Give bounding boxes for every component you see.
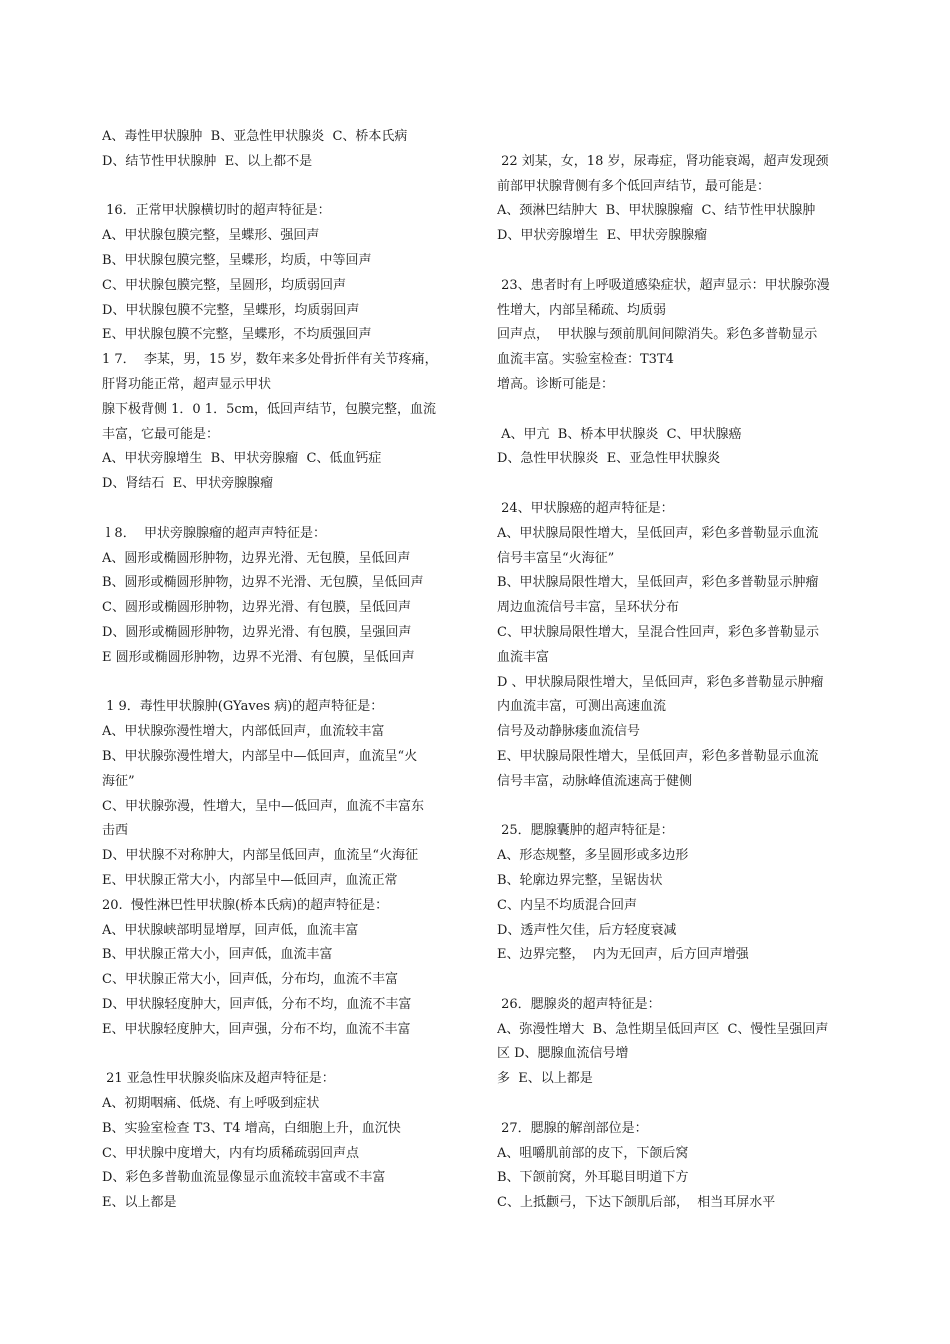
text-line: 信号丰富呈“火海征”: [497, 550, 615, 566]
blank-line: [497, 125, 865, 150]
text-line: 前部甲状腺背侧有多个低回声结节，最可能是：: [497, 178, 771, 194]
text-line: C、甲状腺正常大小，回声低，分布均，血流不丰富: [102, 972, 398, 988]
text-line: B、甲状腺局限性增大，呈低回声，彩色多普勒显示肿瘤: [497, 575, 819, 591]
text-line: 16．正常甲状腺横切时的超声特征是：: [102, 203, 331, 219]
blank-line: [497, 472, 865, 497]
text-line: 22 刘某，女，18 岁，尿毒症，肾功能衰竭，超声发现颈: [497, 153, 829, 169]
right-column: [497, 125, 865, 1216]
text-line: 周边血流信号丰富，呈环状分布: [497, 600, 680, 616]
text-line: A、甲状腺弥漫性增大，内部低回声，血流较丰富: [102, 724, 385, 740]
text-line: 24、甲状腺癌的超声特征是：: [497, 500, 674, 516]
text-line: 26．腮腺炎的超声特征是：: [497, 996, 661, 1012]
text-line: 区 D、腮腺血流信号增: [497, 1046, 629, 1062]
left-column: [102, 125, 470, 1216]
text-line: B、甲状腺弥漫性增大，内部呈中—低回声，血流呈“火: [102, 748, 418, 764]
blank-line: [497, 968, 865, 993]
text-line: 1 9．毒性甲状腺肿(GYaves 病)的超声特征是：: [102, 699, 384, 715]
text-line: A、甲状旁腺增生 B、甲状旁腺瘤 C、低血钙症: [102, 451, 382, 467]
text-line: C、甲状腺中度增大，内有均质稀疏弱回声点: [102, 1145, 359, 1161]
text-line: C、上抵颧弓，下达下颌肌后部， 相当耳屏水平: [497, 1195, 776, 1211]
text-line: D、圆形或椭圆形肿物，边界光滑、有包膜，呈强回声: [102, 624, 412, 640]
text-line: D、彩色多普勒血流显像显示血流较丰富或不丰富: [102, 1170, 386, 1186]
text-line: 性增大，内部呈稀疏、均质弱: [497, 302, 667, 318]
text-line: D 、甲状腺局限性增大，呈低回声，彩色多普勒显示肿瘤: [497, 674, 824, 690]
text-line: 增高。诊断可能是：: [497, 376, 615, 392]
text-line: 25．腮腺囊肿的超声特征是：: [497, 823, 674, 839]
blank-line: [497, 795, 865, 820]
blank-line: [497, 1092, 865, 1117]
text-line: B、实验室检查 T3、T4 增高，白细胞上升，血沉快: [102, 1120, 401, 1136]
blank-line: [102, 1042, 470, 1067]
blank-line: [497, 249, 865, 274]
text-line: D、甲状腺不对称肿大，内部呈低回声，血流呈“火海征: [102, 848, 419, 864]
text-line: A、圆形或椭圆形肿物，边界光滑、无包膜，呈低回声: [102, 550, 411, 566]
text-line: 击西: [102, 823, 129, 839]
blank-line: [497, 398, 865, 423]
text-line: C、甲状腺包膜完整，呈圆形，均质弱回声: [102, 277, 346, 293]
text-line: A、颈淋巴结肿大 B、甲状腺腺瘤 C、结节性甲状腺肿: [497, 203, 816, 219]
text-line: 回声点， 甲状腺与颈前肌间间隙消失。彩色多普勒显示: [497, 327, 818, 343]
text-line: D、甲状腺轻度肿大，回声低，分布不均，血流不丰富: [102, 996, 412, 1012]
text-line: B、圆形或椭圆形肿物，边界不光滑、无包膜，呈低回声: [102, 575, 424, 591]
text-line: B、甲状腺包膜完整，呈蝶形，均质，中等回声: [102, 252, 372, 268]
text-line: A、甲状腺峡部明显增厚，回声低，血流丰富: [102, 922, 359, 938]
text-line: C、甲状腺弥漫，性增大，呈中—低回声，血流不丰富东: [102, 798, 424, 814]
text-line: D、透声性欠佳，后方轻度衰减: [497, 922, 677, 938]
text-line: 海征”: [102, 773, 135, 789]
text-line: 腺下极背侧 1．0 1．5cm，低回声结节，包膜完整，血流: [102, 401, 436, 417]
text-line: 1 7． 李某，男，15 岁，数年来多处骨折伴有关节疼痛，: [102, 352, 438, 368]
text-line: A、毒性甲状腺肿 B、亚急性甲状腺炎 C、桥本氏病: [102, 129, 408, 144]
text-line: C、内呈不均质混合回声: [497, 897, 637, 913]
text-line: A、初期咽痛、低烧、有上呼吸到症状: [102, 1096, 320, 1112]
text-line: E、甲状腺局限性增大，呈低回声，彩色多普勒显示血流: [497, 748, 819, 764]
text-line: A、甲状腺包膜完整，呈蝶形、强回声: [102, 228, 320, 244]
text-line: C、甲状腺局限性增大，呈混合性回声，彩色多普勒显示: [497, 624, 819, 640]
text-line: E、甲状腺正常大小，内部呈中—低回声，血流正常: [102, 872, 398, 888]
text-line: l 8． 甲状旁腺腺瘤的超声声特征是：: [102, 525, 326, 541]
text-line: 血流丰富。实验室检查：T3T4: [497, 352, 674, 368]
text-line: D、肾结石 E、甲状旁腺腺瘤: [102, 476, 274, 492]
text-line: D、甲状腺包膜不完整，呈蝶形，均质弱回声: [102, 302, 360, 318]
text-line: 内血流丰富，可测出高速血流: [497, 699, 667, 715]
text-line: E、以上都是: [102, 1195, 177, 1211]
text-line: D、甲状旁腺增生 E、甲状旁腺腺瘤: [497, 228, 708, 244]
blank-line: [102, 175, 470, 200]
text-line: 27．腮腺的解剖部位是：: [497, 1120, 648, 1136]
text-line: 丰富，它最可能是：: [102, 426, 220, 442]
text-line: B、下颌前窝，外耳聪目明道下方: [497, 1170, 689, 1186]
blank-line: [102, 497, 470, 522]
text-line: E、甲状腺包膜不完整，呈蝶形，不均质强回声: [102, 327, 372, 343]
text-line: A、咀嚼肌前部的皮下，下颌后窝: [497, 1145, 689, 1161]
text-line: E、甲状腺轻度肿大，回声强，分布不均，血流不丰富: [102, 1021, 411, 1037]
text-line: 肝肾功能正常，超声显示甲状: [102, 376, 272, 392]
text-line: A、弥漫性增大 B、急性期呈低回声区 C、慢性呈强回声: [497, 1021, 829, 1037]
text-line: E 圆形或椭圆形肿物，边界不光滑、有包膜，呈低回声: [102, 649, 415, 665]
text-line: B、甲状腺正常大小，回声低，血流丰富: [102, 947, 333, 963]
text-line: 信号及动静脉瘘血流信号: [497, 724, 641, 740]
text-line: D、急性甲状腺炎 E、亚急性甲状腺炎: [497, 451, 721, 467]
text-line: E、边界完整， 内为无回声，后方回声增强: [497, 947, 749, 963]
text-line: 20. 慢性淋巴性甲状腺(桥本氏病)的超声特征是：: [102, 897, 389, 913]
text-line: A、形态规整，多呈圆形或多边形: [497, 848, 689, 864]
text-line: 多 E、以上都是: [497, 1071, 593, 1087]
text-line: 信号丰富，动脉峰值流速高于健侧: [497, 773, 693, 789]
text-line: A、甲亢 B、桥本甲状腺炎 C、甲状腺癌: [497, 426, 742, 442]
text-line: A、甲状腺局限性增大，呈低回声，彩色多普勒显示血流: [497, 525, 819, 541]
text-line: C、圆形或椭圆形肿物，边界光滑、有包膜，呈低回声: [102, 600, 411, 616]
text-line: 23、患者时有上呼吸道感染症状，超声显示：甲状腺弥漫: [497, 277, 830, 293]
text-line: 21 亚急性甲状腺炎临床及超声特征是：: [102, 1071, 335, 1087]
text-line: D、结节性甲状腺肿 E、以上都不是: [102, 153, 313, 169]
text-line: B、轮廓边界完整，呈锯齿状: [497, 872, 663, 888]
blank-line: [102, 671, 470, 696]
text-line: 血流丰富: [497, 649, 550, 665]
